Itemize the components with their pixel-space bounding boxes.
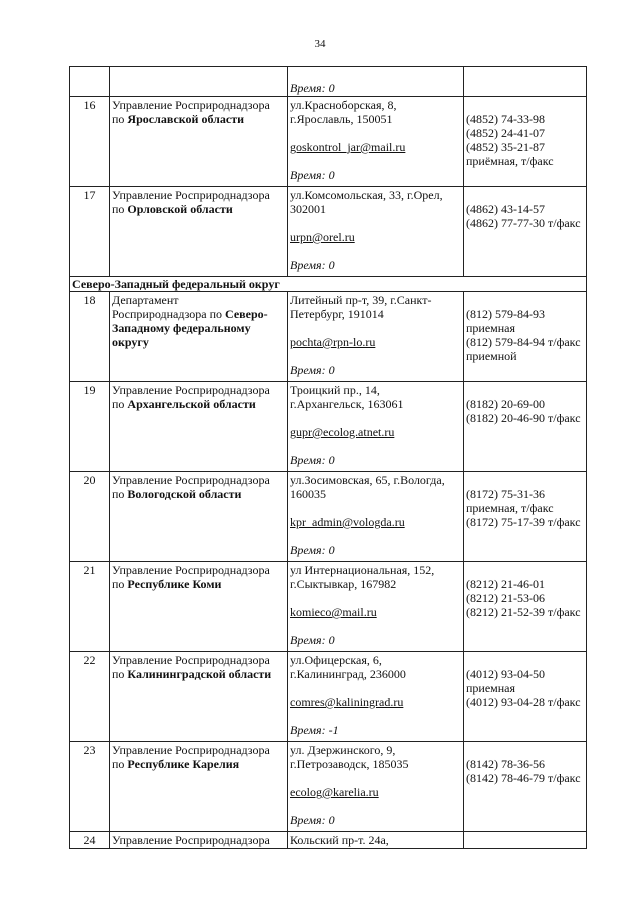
address-cell: [288, 382, 464, 472]
agency-region: Архангельской области: [127, 397, 256, 411]
phone-line: (8172) 75-17-39 т/факс: [466, 515, 581, 529]
time-zone: Время: 0: [290, 453, 335, 467]
address-cell: [288, 832, 464, 849]
email-link[interactable]: comres@kaliningrad.ru: [290, 695, 404, 709]
agency-name-cell: [110, 97, 288, 187]
email-link[interactable]: gupr@ecolog.atnet.ru: [290, 425, 395, 439]
agency-name-prefix: Управление Росприроднадзора: [112, 653, 270, 667]
agency-name-cell: [110, 562, 288, 652]
phone-line: (812) 579-84-94 т/факс: [466, 335, 581, 349]
row-number: 20: [70, 472, 110, 562]
agency-name-prefix: Управление Росприроднадзора: [112, 188, 270, 202]
table-row: [70, 382, 587, 472]
address-cell: [288, 67, 464, 97]
table-row: [70, 292, 587, 382]
table-row: [70, 562, 587, 652]
address-line: г.Петрозаводск, 185035: [290, 757, 409, 771]
row-number: 16: [70, 97, 110, 187]
agency-name-pre: по: [112, 202, 125, 216]
time-zone: Время: 0: [290, 813, 335, 827]
phone-cell: [464, 187, 587, 277]
time-zone: Время: 0: [290, 81, 335, 95]
phone-cell: [464, 742, 587, 832]
email-link[interactable]: urpn@orel.ru: [290, 230, 355, 244]
agency-name-cell: [110, 652, 288, 742]
agency-name-line: Департамент: [112, 293, 179, 307]
agency-name-cell: [110, 187, 288, 277]
email-link[interactable]: ecolog@karelia.ru: [290, 785, 379, 799]
phone-line: (4852) 35-21-87: [466, 140, 545, 154]
row-number: 24: [70, 832, 110, 849]
agency-region: округу: [112, 335, 149, 349]
phone-line: (4852) 74-33-98: [466, 112, 545, 126]
phone-cell: [464, 652, 587, 742]
phone-cell: [464, 292, 587, 382]
agency-name-line: Росприроднадзора по: [112, 307, 223, 321]
row-number: 19: [70, 382, 110, 472]
address-line: г.Калининград, 236000: [290, 667, 406, 681]
phone-line: приемной: [466, 349, 517, 363]
address-cell: [288, 187, 464, 277]
email-link[interactable]: pochta@rpn-lo.ru: [290, 335, 376, 349]
phone-line: приемная, т/факс: [466, 501, 554, 515]
phone-cell: [464, 67, 587, 97]
agency-name-prefix: Управление Росприроднадзора: [112, 743, 270, 757]
agency-name-prefix: Управление Росприроднадзора: [112, 563, 270, 577]
time-zone: Время: -1: [290, 723, 339, 737]
phone-line: (4012) 93-04-28 т/факс: [466, 695, 581, 709]
phone-line: (8212) 21-53-06: [466, 591, 545, 605]
phone-line: (4862) 43-14-57: [466, 202, 545, 216]
address-cell: [288, 652, 464, 742]
phone-line: (8212) 21-46-01: [466, 577, 545, 591]
time-zone: Время: 0: [290, 168, 335, 182]
table-row: [70, 472, 587, 562]
phone-cell: [464, 562, 587, 652]
address-line: Литейный пр-т, 39, г.Санкт-: [290, 293, 432, 307]
agency-region: Калининградской области: [127, 667, 272, 681]
region-row: [70, 277, 587, 292]
address-cell: [288, 562, 464, 652]
address-line: Троицкий пр., 14,: [290, 383, 380, 397]
agency-name-pre: по: [112, 487, 125, 501]
agency-name-pre: по: [112, 112, 125, 126]
address-line: ул.Комсомольская, 33, г.Орел,: [290, 188, 443, 202]
phone-cell: [464, 97, 587, 187]
agency-name-pre: по: [112, 577, 125, 591]
table-row: [70, 97, 587, 187]
address-line: г.Ярославль, 150051: [290, 112, 393, 126]
address-line: г.Сыктывкар, 167982: [290, 577, 397, 591]
agency-name-pre: по: [112, 757, 125, 771]
agency-name-cell: [110, 292, 288, 382]
time-zone: Время: 0: [290, 363, 335, 377]
agency-region: Ярославской области: [127, 112, 245, 126]
region-header: Северо-Западный федеральный округ: [70, 277, 587, 292]
phone-line: (8142) 78-36-56: [466, 757, 545, 771]
phone-cell: [464, 472, 587, 562]
phone-line: (4012) 93-04-50: [466, 667, 545, 681]
phone-line: приемная: [466, 321, 516, 335]
address-line: ул.Красноборская, 8,: [290, 98, 397, 112]
email-link[interactable]: komieco@mail.ru: [290, 605, 377, 619]
agency-contacts-table: [69, 66, 587, 849]
address-line: ул. Дзержинского, 9,: [290, 743, 396, 757]
address-cell: [288, 97, 464, 187]
page-number: 34: [314, 38, 326, 50]
email-link[interactable]: goskontrol_jar@mail.ru: [290, 140, 406, 154]
phone-line: (4852) 24-41-07: [466, 126, 545, 140]
address-line: ул.Зосимовская, 65, г.Вологда,: [290, 473, 445, 487]
agency-name-prefix: Управление Росприроднадзора: [112, 98, 270, 112]
agency-name-pre: по: [112, 397, 125, 411]
address-cell: [288, 472, 464, 562]
address-line: Петербург, 191014: [290, 307, 384, 321]
agency-region: Северо-: [225, 307, 268, 321]
phone-line: (4862) 77-77-30 т/факс: [466, 216, 581, 230]
phone-line: (8182) 20-46-90 т/факс: [466, 411, 581, 425]
time-zone: Время: 0: [290, 633, 335, 647]
email-link[interactable]: kpr_admin@vologda.ru: [290, 515, 405, 529]
row-number: 22: [70, 652, 110, 742]
table-row: [70, 187, 587, 277]
agency-name-prefix: Управление Росприроднадзора: [112, 383, 270, 397]
address-line: 160035: [290, 487, 326, 501]
table-row: [70, 832, 587, 849]
agency-name-prefix: Управление Росприроднадзора: [112, 833, 270, 847]
phone-line: (8182) 20-69-00: [466, 397, 545, 411]
table-row: [70, 67, 587, 97]
agency-region: Западному федеральному: [112, 321, 251, 335]
agency-name-cell: [110, 832, 288, 849]
agency-name-cell: [110, 742, 288, 832]
phone-line: (8212) 21-52-39 т/факс: [466, 605, 581, 619]
agency-region: Республике Коми: [127, 577, 222, 591]
phone-line: (8172) 75-31-36: [466, 487, 545, 501]
address-line: Кольский пр-т. 24а,: [290, 833, 389, 847]
agency-name-prefix: Управление Росприроднадзора: [112, 473, 270, 487]
name-cell: [110, 67, 288, 97]
phone-line: (8142) 78-46-79 т/факс: [466, 771, 581, 785]
table-row: [70, 652, 587, 742]
agency-name-cell: [110, 382, 288, 472]
row-number: 23: [70, 742, 110, 832]
num-cell: [70, 67, 110, 97]
phone-line: (812) 579-84-93: [466, 307, 545, 321]
agency-name-cell: [110, 472, 288, 562]
agency-region: Вологодской области: [127, 487, 242, 501]
address-cell: [288, 292, 464, 382]
phone-line: приемная: [466, 681, 516, 695]
table-row: [70, 742, 587, 832]
address-line: 302001: [290, 202, 326, 216]
phone-line: приёмная, т/факс: [466, 154, 554, 168]
row-number: 18: [70, 292, 110, 382]
row-number: 21: [70, 562, 110, 652]
address-cell: [288, 742, 464, 832]
phone-cell: [464, 832, 587, 849]
agency-name-pre: по: [112, 667, 125, 681]
row-number: 17: [70, 187, 110, 277]
agency-region: Республике Карелия: [127, 757, 240, 771]
time-zone: Время: 0: [290, 543, 335, 557]
agency-region: Орловской области: [127, 202, 233, 216]
address-line: ул Интернациональная, 152,: [290, 563, 435, 577]
time-zone: Время: 0: [290, 258, 335, 272]
address-line: ул.Офицерская, 6,: [290, 653, 382, 667]
phone-cell: [464, 382, 587, 472]
address-line: г.Архангельск, 163061: [290, 397, 404, 411]
